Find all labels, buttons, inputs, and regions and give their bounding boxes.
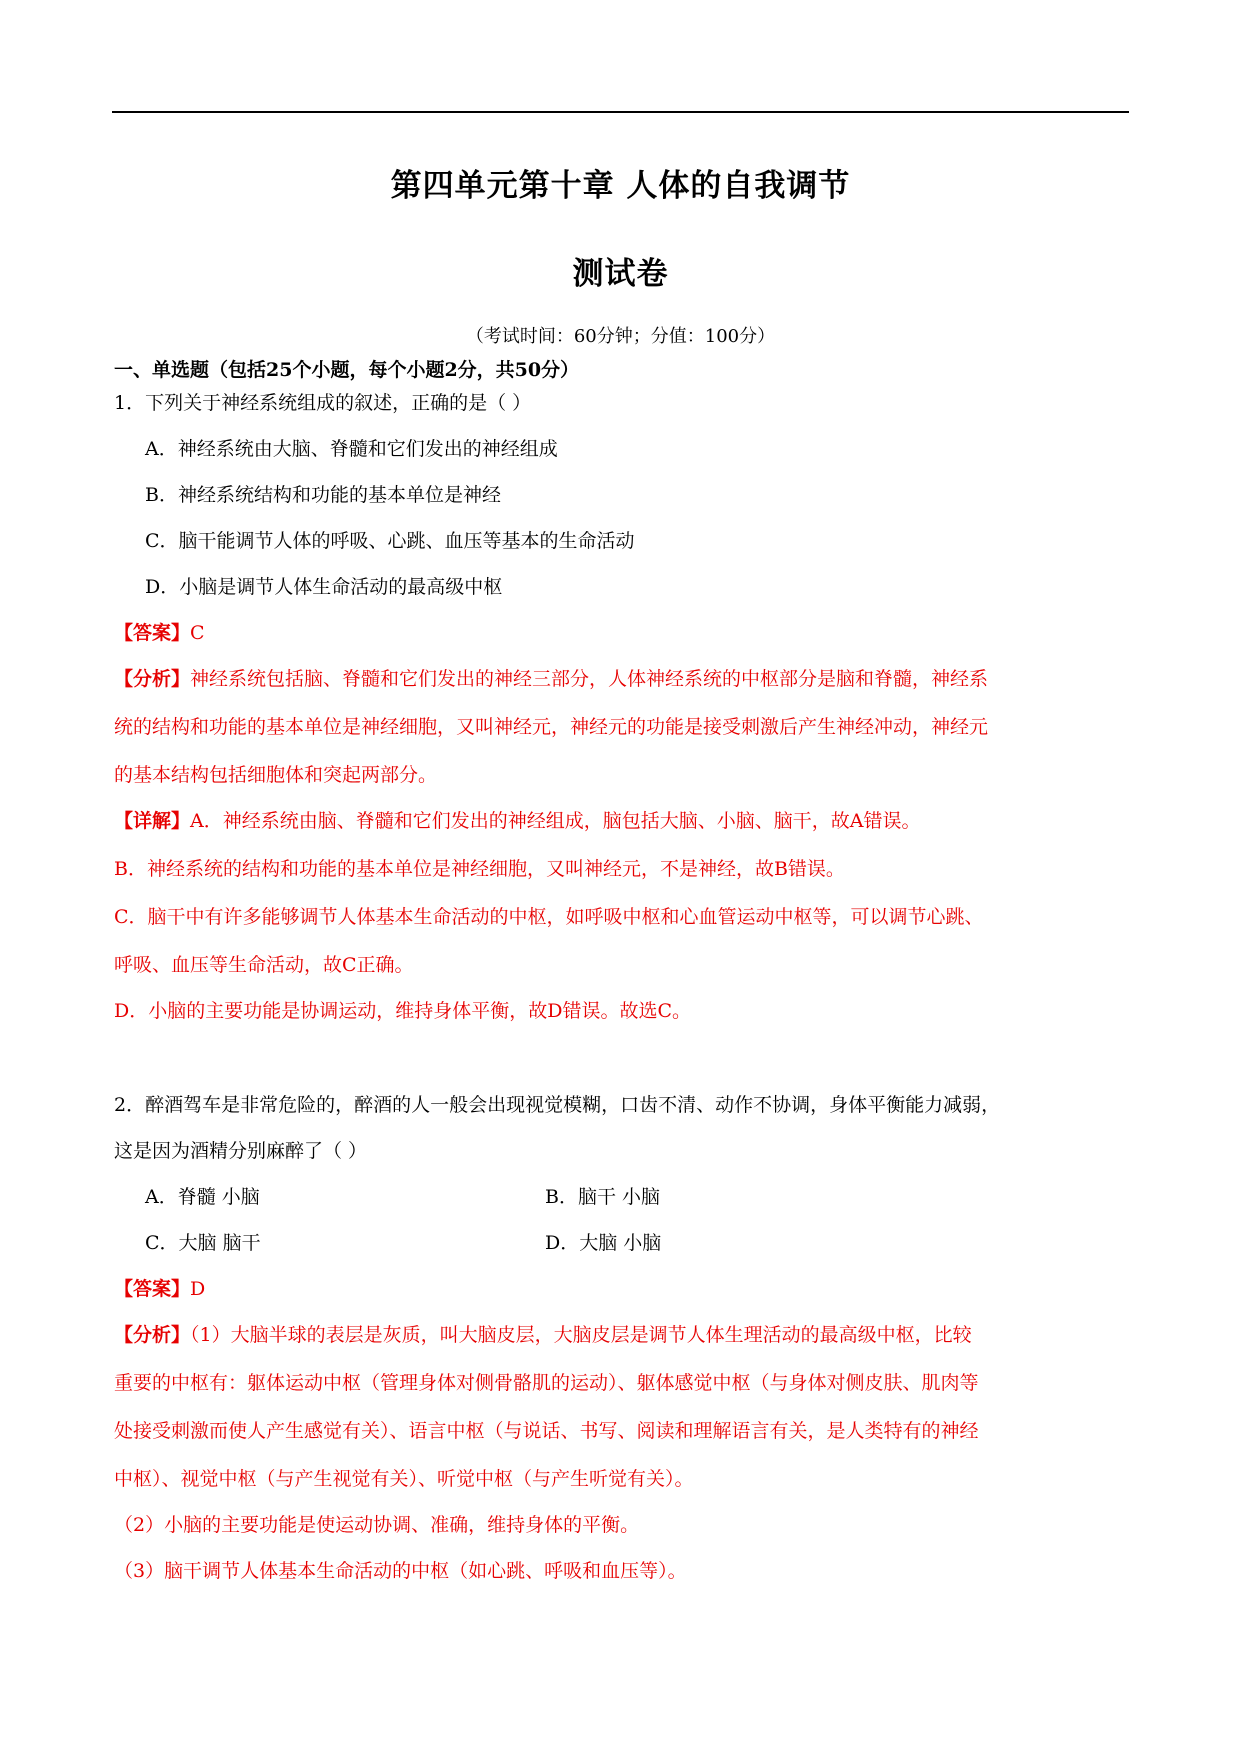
answer-value: D [190, 1278, 206, 1300]
analysis-tag: 【分析】 [114, 1324, 191, 1346]
q2-option-b: B．脑干 小脑 [545, 1186, 661, 1208]
analysis-tag: 【分析】 [114, 668, 191, 690]
q2-stem: 这是因为酒精分别麻醉了（ ） [114, 1140, 368, 1162]
q2-analysis-line: （3）脑干调节人体基本生命活动的中枢（如心跳、呼吸和血压等）。 [114, 1560, 687, 1582]
page-title: 第四单元第十章 人体的自我调节 [390, 168, 851, 204]
q1-option-d: D．小脑是调节人体生命活动的最高级中枢 [145, 576, 503, 598]
q2-stem: 2．醉酒驾车是非常危险的，醉酒的人一般会出现视觉模糊，口齿不清、动作不协调，身体平衡能力减弱， [114, 1094, 1001, 1116]
page-subtitle: 测试卷 [572, 256, 669, 292]
q1-stem: 1．下列关于神经系统组成的叙述，正确的是（ ） [114, 392, 532, 414]
q1-detail-line: D．小脑的主要功能是协调运动，维持身体平衡，故D错误。故选C。 [114, 1000, 692, 1022]
detail-text: A．神经系统由脑、脊髓和它们发出的神经组成，脑包括大脑、小脑、脑干，故A错误。 [190, 810, 921, 832]
section-heading: 一、单选题（包括25个小题，每个小题2分，共50分） [114, 359, 580, 381]
analysis-text: 神经系统包括脑、脊髓和它们发出的神经三部分，人体神经系统的中枢部分是脑和脊髓，神经系 [190, 668, 989, 690]
detail-tag: 【详解】 [114, 810, 191, 832]
q1-analysis-line [114, 664, 988, 691]
header-rule [112, 111, 1129, 113]
q2-analysis-line: 处接受刺激而使人产生感觉有关）、语言中枢（与说话、书写、阅读和理解语言有关，是人类特有的神经 [114, 1420, 979, 1442]
q1-detail-line: C．脑干中有许多能够调节人体基本生命活动的中枢，如呼吸中枢和心血管运动中枢等，可以调节心跳、 [114, 906, 984, 928]
q1-detail-line: B．神经系统的结构和功能的基本单位是神经细胞，又叫神经元，不是神经，故B错误。 [114, 858, 845, 880]
analysis-text: （1）大脑半球的表层是灰质，叫大脑皮层，大脑皮层是调节人体生理活动的最高级中枢，比较 [190, 1324, 972, 1346]
q2-analysis-line: （2）小脑的主要功能是使运动协调、准确，维持身体的平衡。 [114, 1514, 640, 1536]
exam-info: （考试时间：60分钟；分值：100分） [465, 326, 776, 347]
q1-analysis-line: 统的结构和功能的基本单位是神经细胞，又叫神经元，神经元的功能是接受刺激后产生神经冲动，神经元 [114, 716, 989, 738]
q2-option-c: C．大脑 脑干 [145, 1232, 261, 1254]
q1-option-a: A．神经系统由大脑、脊髓和它们发出的神经组成 [145, 438, 558, 460]
q2-option-a: A．脊髓 小脑 [145, 1186, 260, 1208]
q1-option-c: C．脑干能调节人体的呼吸、心跳、血压等基本的生命活动 [145, 530, 635, 552]
q2-analysis-line: 中枢）、视觉中枢（与产生视觉有关）、听觉中枢（与产生听觉有关）。 [114, 1468, 694, 1490]
q2-option-d: D．大脑 小脑 [545, 1232, 662, 1254]
q1-detail-line [114, 806, 920, 833]
q1-answer [114, 618, 205, 645]
answer-tag: 【答案】 [114, 1278, 191, 1300]
q1-detail-line: 呼吸、血压等生命活动，故C正确。 [114, 954, 414, 976]
answer-tag: 【答案】 [114, 622, 191, 644]
q2-analysis-line [114, 1320, 972, 1347]
q1-analysis-line: 的基本结构包括细胞体和突起两部分。 [114, 764, 438, 786]
answer-value: C [190, 622, 205, 644]
q2-analysis-line: 重要的中枢有：躯体运动中枢（管理身体对侧骨骼肌的运动）、躯体感觉中枢（与身体对侧皮肤、肌肉等 [114, 1372, 979, 1394]
q2-answer [114, 1274, 205, 1301]
q1-option-b: B．神经系统结构和功能的基本单位是神经 [145, 484, 501, 506]
